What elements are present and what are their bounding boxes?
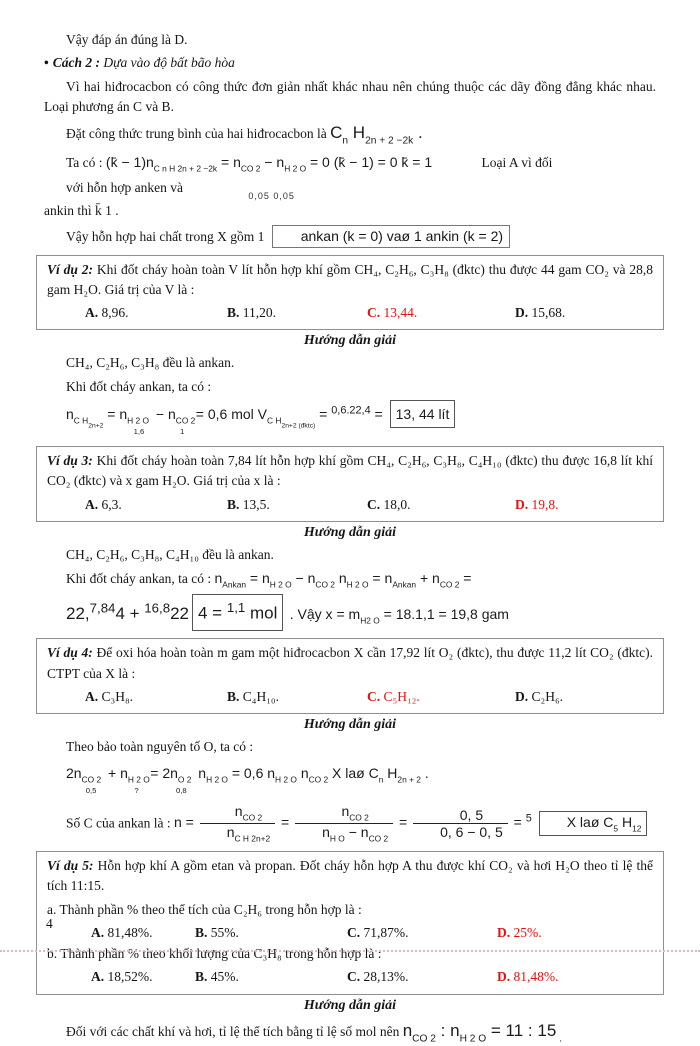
vidu5b-option-a: [91, 967, 195, 987]
option-letter: C.: [367, 305, 381, 321]
vidu3-label: Ví dụ 3:: [47, 453, 93, 469]
conclusion-boxed-result: ankan (k = 0) vaø 1 ankin (k = 2): [272, 225, 510, 248]
option-letter: A.: [91, 924, 105, 940]
ta-co-label: Ta có :: [66, 154, 103, 170]
vidu3-sol-line1: CH₄, C₂H₆, C₃H₈, C₄H₁₀ đều là ankan.: [66, 546, 274, 562]
option-text: C₄H₁₀.: [242, 688, 280, 704]
option-text: 13,44.: [383, 305, 418, 321]
option-text: C₂H₆.: [531, 688, 564, 704]
option-letter: C.: [347, 969, 361, 985]
option-text: 6,3.: [101, 496, 122, 512]
vidu5a-option-a: [91, 923, 195, 943]
vidu5b-option-d: [497, 967, 653, 987]
option-text: 45%.: [210, 969, 239, 985]
ta-co-line: [44, 152, 656, 175]
option-letter: C.: [347, 924, 361, 940]
answer-confirmation-line: Vậy đáp án đúng là D.: [66, 32, 188, 47]
mean-formula: $C_n$ $H_{2n + 2 -2k}$ .: [330, 123, 423, 147]
option-text: 11,20.: [242, 305, 277, 321]
option-text: 19,8.: [531, 496, 559, 512]
vidu5-question-a: a. Thành phần % theo thể tích của C₂H₆ trong hỗn hợp là :: [47, 901, 362, 917]
vidu4-option-b: [227, 687, 367, 707]
option-letter: A.: [91, 969, 105, 985]
voi-hon-hop-line: [44, 178, 656, 202]
page-bottom-divider: [0, 950, 700, 952]
dat-cong-thuc-text: Đặt công thức trung bình của hai hiđrocacbon là: [66, 126, 327, 141]
vidu2-option-d: [515, 303, 653, 323]
vidu3-sol-line2-text: Khi đốt cháy ankan, ta có :: [66, 571, 212, 587]
vidu3-option-b: [227, 495, 367, 515]
conclusion-text: Vậy hỗn hợp hai chất trong X gồm 1: [66, 228, 265, 244]
vidu5a-option-b: [195, 923, 347, 943]
vidu3-sol-line2: [44, 568, 656, 591]
option-text: 81,48%.: [107, 924, 153, 940]
vidu2-option-b: [227, 303, 367, 323]
option-letter: B.: [227, 305, 240, 321]
cach2-label: Cách 2 :: [52, 55, 100, 71]
option-text: 8,96.: [101, 305, 129, 321]
vidu5-question: [47, 856, 653, 897]
vidu3-question: [47, 451, 653, 492]
option-letter: D.: [515, 305, 529, 321]
vidu2-solution-formula-line: [66, 400, 656, 439]
vidu2-box: [36, 255, 664, 331]
intro-paragraph: Vì hai hiđrocacbon có công thức đơn giản nhất khác nhau nên chúng thuộc các dãy đồng đẳng khác nhau. Loại phương án C và B.: [44, 78, 656, 114]
vidu3-box: [36, 446, 664, 522]
vidu2-sol-line1: CH₄, C₂H₆, C₃H₈ đều là ankan.: [66, 355, 235, 371]
vidu4-options: [47, 687, 653, 707]
vidu3-solution-formula2: 22,$^{7,84}$4 + $^{16,8}$22 4 = $^{1,1}$ mol: [66, 604, 286, 623]
option-text: 28,13%.: [363, 969, 409, 985]
vidu4-sol-line1: Theo bảo toàn nguyên tố O, ta có :: [66, 739, 254, 755]
vidu5a-option-c: [347, 923, 497, 943]
vidu5-box: [36, 851, 664, 995]
ankin-line: ankin thì k̄ 1 .: [44, 203, 119, 219]
cach2-text: Dựa vào độ bất bão hòa: [103, 55, 235, 71]
vidu3-solution-formula1: $n_{Ankan} = n_{H 2 O} - n_{CO 2}$ $n_{H 2 O} = n_{Ankan} + n_{CO 2}$ =: [214, 570, 472, 590]
option-text: 18,52%.: [107, 969, 153, 985]
option-letter: B.: [195, 969, 208, 985]
vidu5b-option-c: [347, 967, 497, 987]
vidu4-option-d: [515, 687, 653, 707]
option-text: 25%.: [513, 924, 542, 940]
vidu2-label: Ví dụ 2:: [47, 261, 93, 277]
cach2-heading: [44, 53, 656, 73]
vidu2-sol-line2: Khi đốt cháy ankan, ta có :: [66, 378, 212, 394]
option-letter: A.: [85, 688, 99, 704]
option-letter: D.: [515, 688, 529, 704]
vidu4-solution-formula1: $2n_{CO 20,5} + n_{H 2 O?} = 2n_{O 20,8}$ $n_{H 2 O} = 0,6$ $n_{H 2 O}$ $n_{CO 2}$ X laø $C_n$ $H_{2n + 2}$ .: [66, 765, 429, 795]
vidu3-options: [47, 495, 653, 515]
final-solution-formula: $n_{CO 2}$ : $n_{H 2 O} = 11$ : 15 $_.$: [402, 1020, 562, 1045]
vidu3-option-d: [515, 495, 653, 515]
option-letter: B.: [227, 688, 240, 704]
mole-under-values: 0,05 0,05: [248, 191, 295, 202]
vidu2-options: [47, 303, 653, 323]
vidu5-options-b: [47, 967, 653, 987]
option-letter: A.: [85, 496, 99, 512]
vidu4-sol-line2: [44, 803, 656, 845]
vidu4-question-text: Để oxi hóa hoàn toàn m gam một hiđrocacbon X cần 17,92 lít O₂ (đktc), thu được 11,2 lít CO₂ (đktc). CTPT của X là :: [47, 645, 653, 681]
vidu4-box: [36, 638, 664, 714]
vidu2-guide-title: Hướng dẫn giải: [303, 333, 397, 349]
option-letter: B.: [195, 924, 208, 940]
dat-cong-thuc-line: [44, 120, 656, 149]
page-number: 4: [46, 916, 53, 931]
conclusion-line: [44, 225, 656, 248]
voi-hon-hop-text: với hỗn hợp anken và: [66, 180, 184, 196]
option-text: C₅H₁₂.: [383, 688, 420, 704]
vidu5-question-b: b. Thành phần % theo khối lượng của C₃H₈ trong hỗn hợp là :: [47, 946, 382, 962]
vidu3-solution-formula-line2: [66, 594, 656, 631]
option-text: 13,5.: [242, 496, 270, 512]
option-text: 18,0.: [383, 496, 411, 512]
vidu2-question: [47, 260, 653, 301]
option-letter: C.: [367, 688, 381, 704]
option-text: 71,87%.: [363, 924, 409, 940]
option-letter: D.: [515, 496, 529, 512]
option-letter: D.: [497, 969, 511, 985]
vidu5-question-text: Hỗn hợp khí A gồm etan và propan. Đốt cháy hỗn hợp A thu được khí CO₂ và hơi H₂O theo tỉ lệ thể tích 11:15.: [47, 858, 653, 894]
vidu3-option-a: [85, 495, 227, 515]
vidu2-option-a: [85, 303, 227, 323]
vidu2-option-c: [367, 303, 515, 323]
vidu4-option-a: [85, 687, 227, 707]
vidu3-question-text: Khi đốt cháy hoàn toàn 7,84 lít hỗn hợp khí gồm CH₄, C₂H₆, C₃H₈, C₄H₁₀ (đktc) thu được 16,8 lít khí CO₂ (đktc) và x gam H₂O. Giá trị của x là :: [47, 453, 654, 489]
bullet-icon: •: [44, 55, 49, 71]
k-equation: (k̄ − $1)n_{C n H 2n + 2 -2k} = n_{CO 2} - n_{H 2 O} = 0$ (k̄ − 1) = 0 k̄ = 1: [105, 153, 433, 174]
vidu3-guide-title: Hướng dẫn giải: [303, 524, 397, 540]
vidu5-guide-title: Hướng dẫn giải: [303, 997, 397, 1013]
option-text: 81,48%.: [513, 969, 559, 985]
vidu5-label: Ví dụ 5:: [47, 858, 94, 874]
option-letter: C.: [367, 496, 381, 512]
vidu4-guide-title: Hướng dẫn giải: [303, 717, 397, 733]
vidu4-solution-formula-line1: [66, 760, 656, 798]
vidu4-solution-formula2: n = $\frac{n_{CO 2}}{n_{C H 2n+2}}$ = $\frac{n_{CO 2}}{n_{H O} - n_{CO 2}}$ = $\frac{0, 5}{0, 6 - 0, 5}$ = $^5$ X laø $C_5$ $H_{12}$: [174, 814, 650, 830]
option-text: 55%.: [210, 924, 239, 940]
vidu4-sol-line2-text: Số C của ankan là :: [66, 814, 171, 830]
option-text: 15,68.: [531, 305, 566, 321]
vidu4-label: Ví dụ 4:: [47, 645, 93, 661]
loai-a-text: Loại A vì đối: [481, 154, 553, 170]
vidu4-option-c: [367, 687, 515, 707]
vidu2-solution-formula: $n_{C H2n+2} = n_{H 2 O1,6} - n_{CO 21} = 0,6$ mol $V_{C H2n+2 (đktc)} = ^{0,6.22,4} = 13$, 44 lít: [66, 406, 458, 422]
option-text: C₃H₈.: [101, 688, 134, 704]
vidu4-question: [47, 643, 653, 684]
vidu3-option-c: [367, 495, 515, 515]
vidu5-options-a: [47, 923, 653, 943]
vidu2-question-text: Khi đốt cháy hoàn toàn V lít hỗn hợp khí gồm CH₄, C₂H₆, C₃H₈ (đktc) thu được 44 gam CO₂ và 28,8 gam H₂O. Giá trị của V là :: [47, 261, 654, 297]
option-letter: A.: [85, 305, 99, 321]
final-solution-line: [44, 1018, 656, 1046]
vidu5a-option-d: [497, 923, 653, 943]
option-letter: B.: [227, 496, 240, 512]
option-letter: D.: [497, 924, 511, 940]
vidu3-solution-formula2-tail: . Vậy $x = m_{H2 O} = 18.1,1 = 19,8$ gam: [289, 605, 509, 626]
vidu5b-option-b: [195, 967, 347, 987]
final-solution-text: Đối với các chất khí và hơi, tỉ lệ thể tích bằng tỉ lệ số mol nên: [66, 1023, 400, 1039]
